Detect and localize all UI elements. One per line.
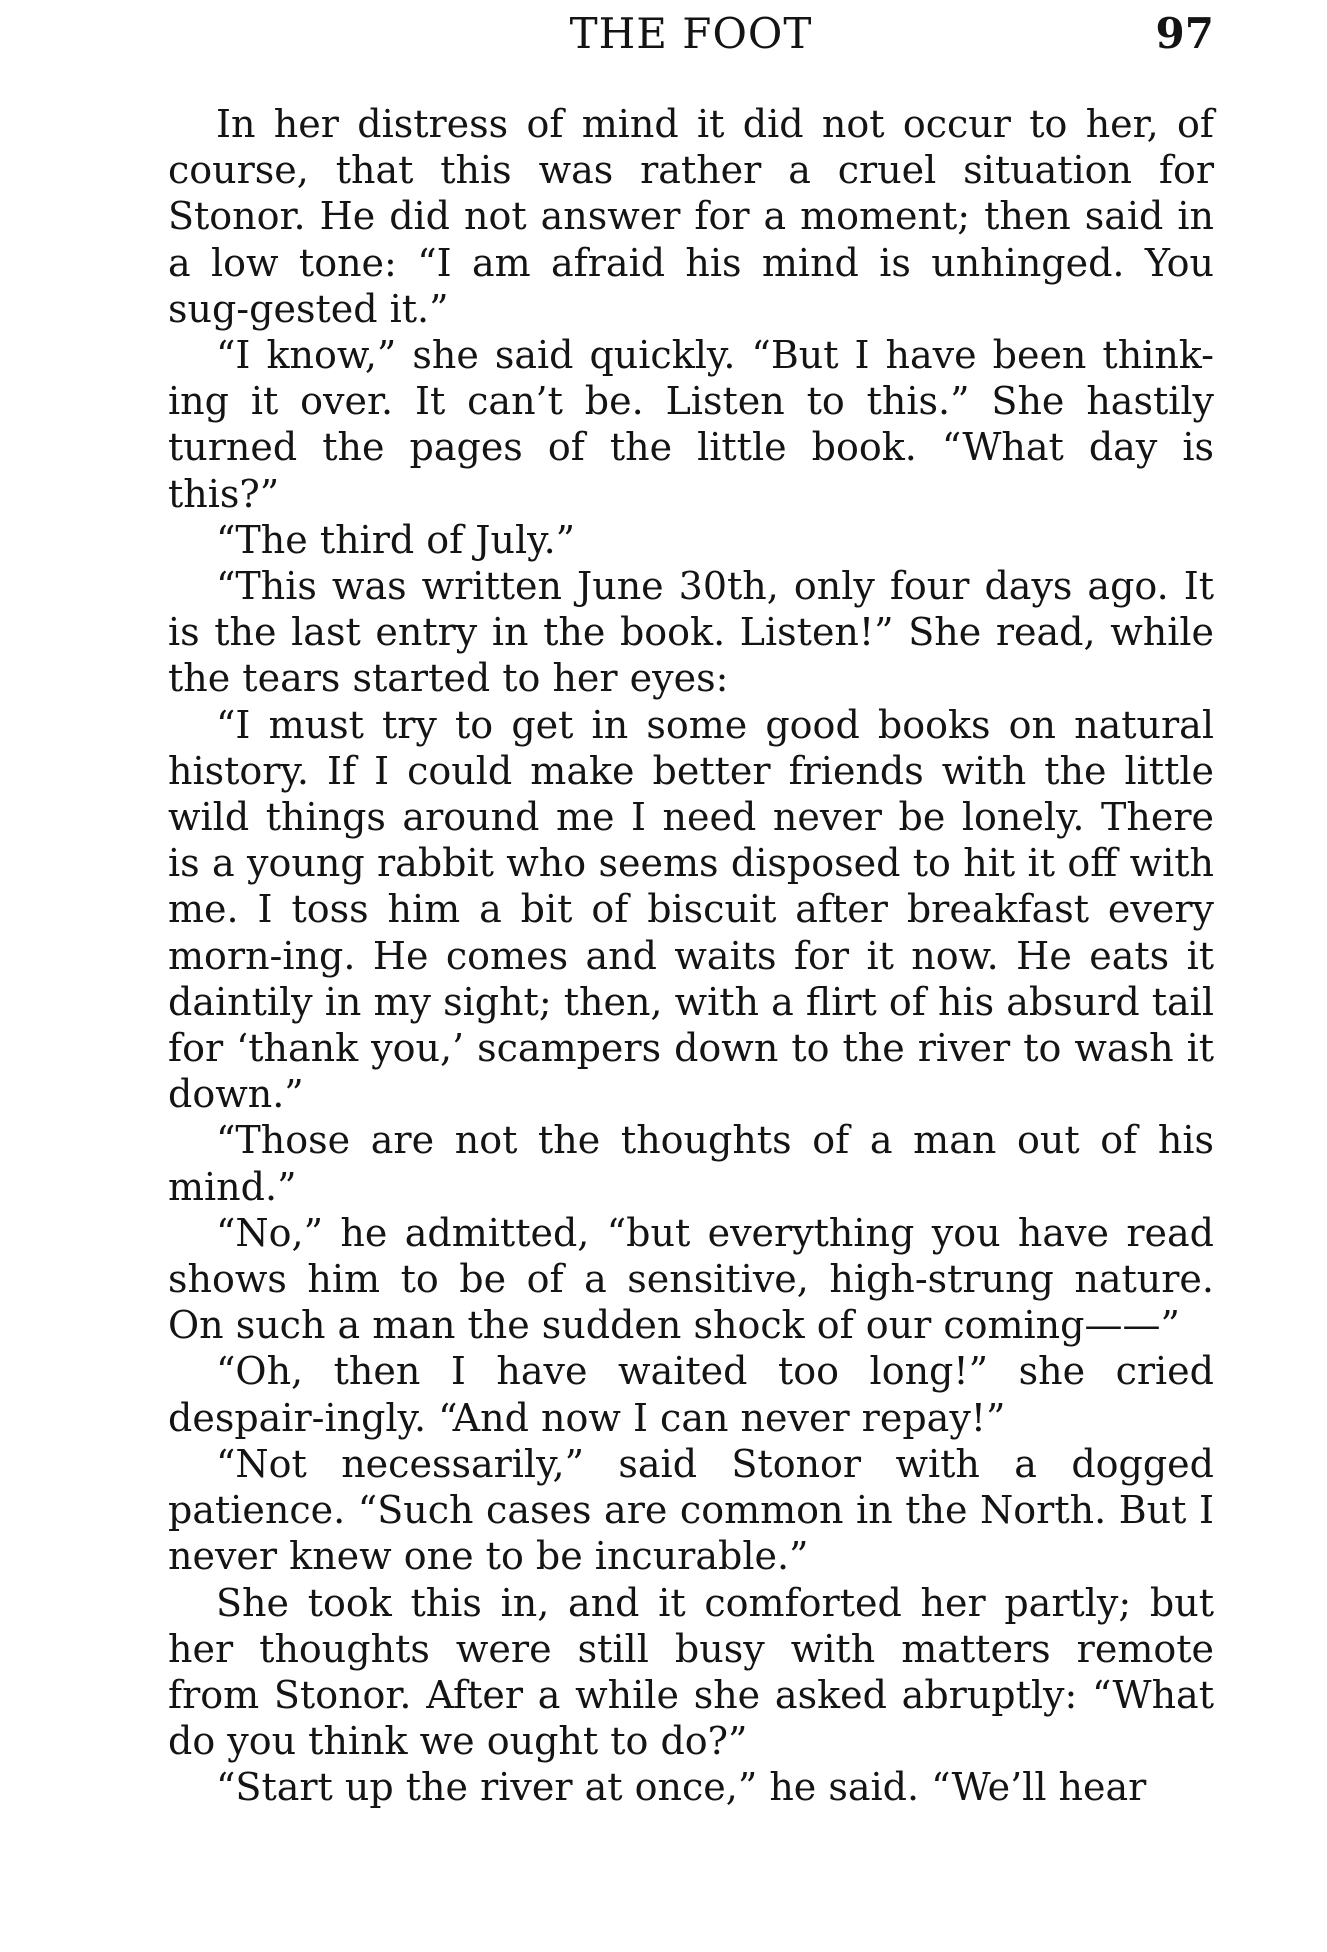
paragraph-3: “The third of July.” [216, 517, 576, 562]
paragraph-7: “No,” he admitted, “but everything you have read shows him to be of a sensitive, high-strung nature. On such a man the sudden shock of our coming——” [168, 1210, 1214, 1348]
paragraph-1: In her distress of mind it did not occur to her, of course, that this was rather a cruel situation for Stonor. He did not answer for a moment; then said in a low tone: “I am afraid his mind is unhinged. You sug-gested it.” [168, 102, 1214, 331]
body-text [168, 101, 1214, 1811]
paragraph-9: “Not necessarily,” said Stonor with a dogged patience. “Such cases are common in the North. But I never knew one to be incurable.” [168, 1441, 1214, 1579]
running-title: THE FOOT [569, 9, 813, 58]
paragraph-5: “I must try to get in some good books on natural history. If I could make better friends with the little wild things around me I need never be lonely. There is a young rabbit who seems disposed to hit it off with me. I toss him a bit of biscuit after breakfast every morn-ing. He comes and waits for it now. He eats it daintily in my sight; then, with a flirt of his absurd tail for ‘thank you,’ scampers down to the river to wash it down.” [168, 702, 1214, 1117]
paragraph-6: “Those are not the thoughts of a man out of his mind.” [168, 1118, 1214, 1209]
paragraph-11: “Start up the river at once,” he said. “We’ll hear [216, 1765, 1147, 1810]
paragraph-10: She took this in, and it comforted her partly; but her thoughts were still busy with matters remote from Stonor. After a while she asked abruptly: “What do you think we ought to do?” [168, 1580, 1214, 1764]
paragraph-8: “Oh, then I have waited too long!” she cried despair-ingly. “And now I can never repay!” [168, 1349, 1214, 1440]
paragraph-2: “I know,” she said quickly. “But I have been think-ing it over. It can’t be. Listen to this.” She hastily turned the pages of the little book. “What day is this?” [168, 333, 1214, 516]
paragraph-4: “This was written June 30th, only four days ago. It is the last entry in the book. Listen!” She read, while the tears started to her eyes: [168, 564, 1214, 701]
page-number: 97 [1155, 9, 1214, 58]
running-head [168, 4, 1214, 64]
